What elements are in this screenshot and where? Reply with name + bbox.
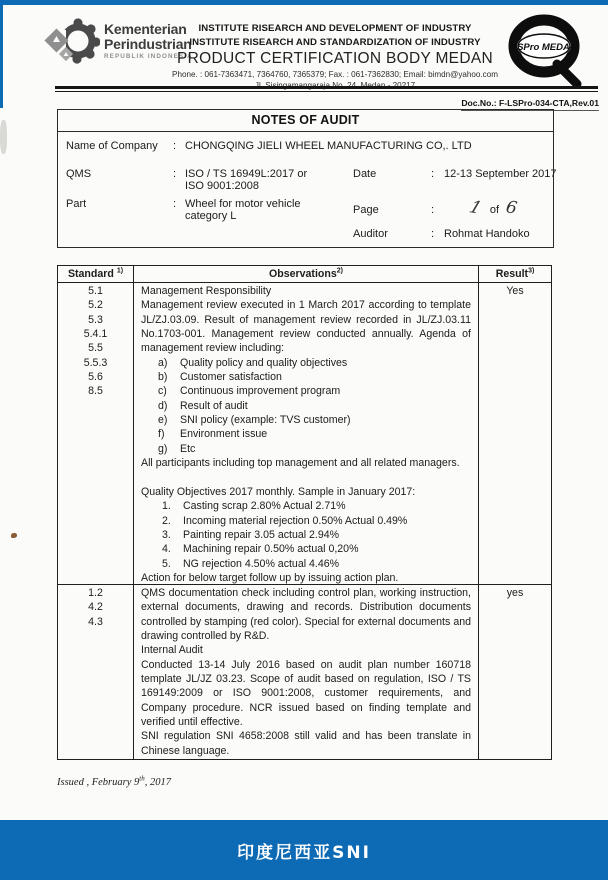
qms-value-line1: ISO / TS 16949L:2017 or <box>185 168 308 180</box>
scan-edge-blue <box>0 5 3 108</box>
col-header-standard: Standard $^{1)}$ <box>58 266 134 282</box>
date-label: Date <box>353 168 377 180</box>
list-item: 4. Machining repair 0.50% actual 0,20% <box>162 543 359 556</box>
observations-cell <box>134 585 479 759</box>
qms-value-line2: ISO 9001:2008 <box>185 180 260 192</box>
list-item: 2. Incoming material rejection 0.50% Actual 0.49% <box>162 514 408 527</box>
list-item: f) Environment issue <box>158 428 268 441</box>
doc-number: Doc.No.: F-LSPro-034-CTA,Rev.01 <box>461 98 599 111</box>
page-label: Page <box>353 204 379 216</box>
field-qms: QMS : ISO / TS 16949L:2017 or ISO 9001:2008 <box>66 168 308 192</box>
obs-paragraph: QMS documentation check including control plan, working instruction, external documents, drawing and records. Distribution documents controlled by stamping (red color). Special for external documents and drawing controlled by R&D. <box>141 587 471 643</box>
observations-cell <box>134 283 479 584</box>
form-title: NOTES OF AUDIT <box>58 110 553 132</box>
list-item: g) Etc <box>158 442 196 455</box>
letterhead <box>160 22 510 91</box>
obs-paragraph: Management review executed in 1 March 2017 according to template JL/ZJ.03.09. Result of management review recorded in JL/ZJ.03.11 No.1703-001. Management review conducted annually. Agenda of management review including: <box>141 299 471 355</box>
bottom-banner <box>0 820 608 880</box>
standard-cell: 1.2 4.2 4.3 <box>58 585 134 759</box>
qms-label: QMS <box>66 168 92 180</box>
address-line: Jl. Sisingamangaraja No. 24, Medan - 20217 <box>254 80 416 90</box>
part-value-line1: Wheel for motor vehicle <box>185 198 301 210</box>
page-current-handwritten: 1 <box>466 197 485 219</box>
list-item: 3. Painting repair 3.05 actual 2.94% <box>162 528 340 541</box>
col-header-result: Result$^{3)}$ <box>495 267 535 280</box>
list-item: 1. Casting scrap 2.80% Actual 2.71% <box>162 500 346 513</box>
contact-line: Phone. : 061-7363471, 7364760, 7365379; Fax. : 061-7362830; Email: bimdn@yahoo.com <box>172 70 498 79</box>
table-row <box>58 283 551 585</box>
obs-title: Management Responsibility <box>141 285 272 297</box>
list-item: d) Result of audit <box>158 399 248 412</box>
certification-body-name: PRODUCT CERTIFICATION BODY MEDAN <box>177 50 493 67</box>
list-item: b) Customer satisfaction <box>158 371 282 384</box>
scan-speck <box>11 533 17 538</box>
banner-text: 印度尼西亚SNI <box>237 842 371 863</box>
page-total-handwritten: 6 <box>504 197 519 219</box>
company-label: Name of Company <box>66 140 158 152</box>
obs-closing: Action for below target follow up by issuing action plan. <box>141 571 399 584</box>
company-value: CHONGQING JIELI WHEEL MANUFACTURING CO,. LTD <box>185 140 472 152</box>
auditor-label: Auditor <box>353 228 388 240</box>
gear-icon <box>44 16 100 70</box>
result-cell <box>479 283 551 584</box>
header-divider <box>55 86 598 92</box>
table-header-row <box>58 266 551 283</box>
field-company: Name of Company : CHONGQING JIELI WHEEL MANUFACTURING CO,. LTD <box>66 140 472 152</box>
obs-paragraph: Conducted 13-14 July 2016 based on audit plan number 160718 template JL/JZ 03.23. Scope of audit based on regulation, ISO / TS 169149:2009 or ISO 9001:2008, customer requirements, and Company procedure. NCR issued based on finding template and verified until effective. <box>141 658 471 729</box>
auditor-value: Rohmat Handoko <box>444 228 530 240</box>
field-part: Part : Wheel for motor vehicle category L <box>66 198 301 222</box>
date-value: 12-13 September 2017 <box>444 168 557 180</box>
field-date: Date : 12-13 September 2017 <box>353 168 557 180</box>
obs-subheading: Internal Audit <box>141 644 203 657</box>
page-of-label: of <box>489 204 500 216</box>
ministry-sub-line: REPUBLIK INDONESIA <box>104 53 193 60</box>
list-item: e) SNI policy (example: TVS customer) <box>158 414 351 427</box>
field-auditor: Auditor : Rohmat Handoko <box>353 228 530 240</box>
org-line-1: INSTITUTE RISEARCH AND DEVELOPMENT OF INDUSTRY <box>198 23 472 34</box>
list-item: a) Quality policy and quality objectives <box>158 356 348 369</box>
obs-subheading: Quality Objectives 2017 monthly. Sample in January 2017: <box>141 485 416 498</box>
result-value: yes <box>506 587 524 599</box>
lspro-q-icon <box>497 10 593 96</box>
part-value-line2: category L <box>185 210 237 222</box>
list-item: 5. NG rejection 4.50% actual 4.46% <box>162 557 340 570</box>
standard-cell: 5.1 5.2 5.3 5.4.1 5.5 5.5.3 5.6 8.5 <box>58 283 134 584</box>
lspro-logo-text: LSPro MEDAN <box>511 42 577 53</box>
obs-note: All participants including top management and all related managers. <box>141 457 460 470</box>
issued-date-line: Issued , February 9th, 2017 <box>57 774 171 788</box>
document-page <box>0 5 608 820</box>
audit-form-box <box>57 109 557 248</box>
col-header-observations: Observations$^{2)}$ <box>134 266 479 282</box>
obs-paragraph: SNI regulation SNI 4658:2008 still valid and has been translate in Chinese language. <box>141 730 471 757</box>
result-cell <box>479 585 551 759</box>
scan-smudge <box>0 120 7 154</box>
blank-line <box>141 470 471 484</box>
ministry-name-line1: Kementerian <box>104 21 187 37</box>
field-page: Page : 1 of 6 <box>353 197 519 219</box>
part-label: Part <box>66 198 87 210</box>
org-line-2: INSTITUTE RISEARCH AND STANDARDIZATION OF INDUSTRY <box>189 36 481 48</box>
table-row <box>58 585 551 759</box>
list-item: c) Continuous improvement program <box>158 385 341 398</box>
audit-table <box>57 265 552 760</box>
result-value: Yes <box>506 285 524 297</box>
ministry-name-line2: Perindustrian <box>104 36 192 52</box>
